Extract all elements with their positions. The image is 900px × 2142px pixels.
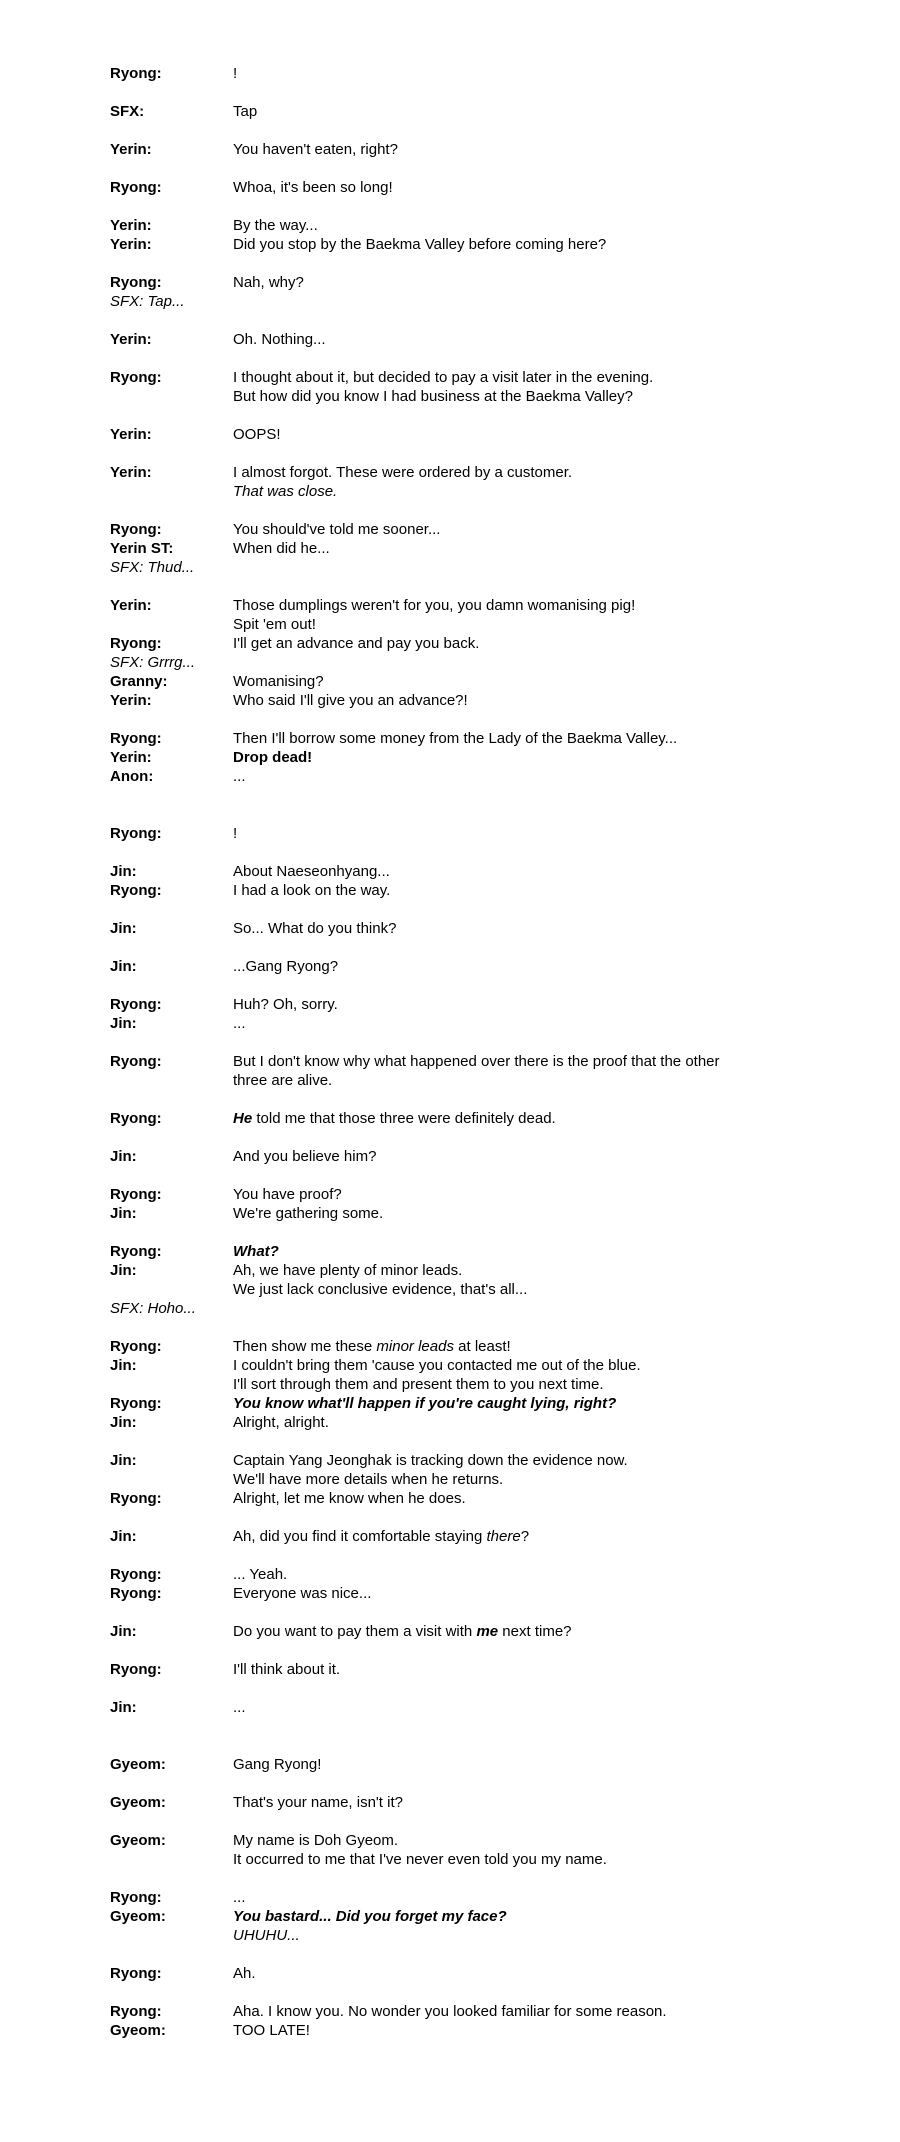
- dialogue-line: [110, 2021, 850, 2040]
- speaker-label: Ryong:: [110, 1965, 162, 1982]
- dialogue-line: [110, 1622, 850, 1641]
- dialogue-segment: That was close.: [233, 483, 338, 500]
- dialogue-line: [110, 1071, 850, 1090]
- dialogue-line: [110, 1451, 850, 1470]
- dialogue-segment: You bastard... Did you forget my face?: [233, 1908, 507, 1925]
- dialogue-segment: ...: [233, 1699, 246, 1716]
- dialogue-text: [233, 1356, 850, 1375]
- dialogue-block: [110, 1888, 850, 1945]
- dialogue-block: [110, 957, 850, 976]
- dialogue-block: [110, 520, 850, 577]
- dialogue-segment: UHUHU...: [233, 1927, 300, 1944]
- speaker-label: Jin:: [110, 1623, 137, 1640]
- dialogue-segment: I almost forgot. These were ordered by a customer.: [233, 464, 573, 481]
- dialogue-segment: When did he...: [233, 540, 330, 557]
- speaker-label: Ryong:: [110, 1110, 162, 1127]
- dialogue-line: [110, 1850, 850, 1869]
- dialogue-text: [233, 919, 850, 938]
- dialogue-block: [110, 140, 850, 159]
- dialogue-line: [110, 1964, 850, 1983]
- dialogue-line: [110, 520, 850, 539]
- dialogue-text: [233, 1698, 850, 1717]
- dialogue-line: [110, 1299, 850, 1318]
- speaker-label: Jin:: [110, 1528, 137, 1545]
- dialogue-line: [110, 995, 850, 1014]
- speaker-label: Ryong:: [110, 730, 162, 747]
- dialogue-segment: You know what'll happen if you're caught lying, right?: [233, 1395, 617, 1412]
- dialogue-block: [110, 1109, 850, 1128]
- dialogue-segment: !: [233, 825, 238, 842]
- dialogue-segment: We're gathering some.: [233, 1205, 384, 1222]
- dialogue-line: [110, 672, 850, 691]
- dialogue-line: [110, 1470, 850, 1489]
- dialogue-block: [110, 216, 850, 254]
- dialogue-line: [110, 1147, 850, 1166]
- dialogue-line: [110, 1489, 850, 1508]
- dialogue-text: [233, 140, 850, 159]
- dialogue-line: [110, 292, 850, 311]
- speaker-label: Gyeom:: [110, 1756, 166, 1773]
- speaker-label: Ryong:: [110, 996, 162, 1013]
- dialogue-text: [233, 672, 850, 691]
- dialogue-segment: there: [486, 1528, 521, 1545]
- dialogue-line: [110, 1394, 850, 1413]
- speaker-label: Jin:: [110, 1414, 137, 1431]
- dialogue-segment: ?: [520, 1528, 530, 1545]
- dialogue-line: [110, 140, 850, 159]
- dialogue-block: [110, 1831, 850, 1869]
- dialogue-line: [110, 691, 850, 710]
- dialogue-text: [233, 1527, 850, 1546]
- dialogue-segment: Alright, alright.: [233, 1414, 329, 1431]
- dialogue-text: [233, 520, 850, 539]
- dialogue-line: [110, 178, 850, 197]
- speaker-label: Yerin:: [110, 749, 152, 766]
- speaker-label: Yerin:: [110, 331, 152, 348]
- speaker-label: Jin:: [110, 863, 137, 880]
- dialogue-segment: I'll think about it.: [233, 1661, 341, 1678]
- dialogue-text: [233, 102, 850, 121]
- dialogue-text: [233, 1660, 850, 1679]
- dialogue-block: [110, 425, 850, 444]
- dialogue-text: [233, 1755, 850, 1774]
- dialogue-segment: me: [476, 1623, 499, 1640]
- dialogue-block: [110, 1451, 850, 1508]
- dialogue-text: [233, 1261, 850, 1280]
- dialogue-line: [110, 729, 850, 748]
- dialogue-line: [110, 425, 850, 444]
- dialogue-segment: Huh? Oh, sorry.: [233, 996, 338, 1013]
- dialogue-block: [110, 824, 850, 843]
- dialogue-segment: Did you stop by the Baekma Valley before coming here?: [233, 236, 607, 253]
- dialogue-segment: I had a look on the way.: [233, 882, 391, 899]
- speaker-label: Gyeom:: [110, 1794, 166, 1811]
- speaker-label: Jin:: [110, 1015, 137, 1032]
- dialogue-text: [233, 64, 850, 83]
- dialogue-text: [233, 1375, 850, 1394]
- dialogue-text: [233, 1622, 850, 1641]
- dialogue-segment: Gang Ryong!: [233, 1756, 322, 1773]
- dialogue-line: [110, 1413, 850, 1432]
- dialogue-line: [110, 1565, 850, 1584]
- dialogue-line: [110, 1052, 850, 1071]
- speaker-label: Ryong:: [110, 1661, 162, 1678]
- dialogue-block: [110, 2002, 850, 2040]
- dialogue-text: [233, 691, 850, 710]
- dialogue-block: [110, 919, 850, 938]
- dialogue-segment: Tap: [233, 103, 258, 120]
- dialogue-segment: Oh. Nothing...: [233, 331, 326, 348]
- dialogue-line: [110, 1698, 850, 1717]
- dialogue-text: [233, 463, 850, 482]
- speaker-label: Yerin:: [110, 236, 152, 253]
- dialogue-line: [110, 482, 850, 501]
- dialogue-block: [110, 596, 850, 710]
- dialogue-segment: OOPS!: [233, 426, 281, 443]
- speaker-label: Yerin ST:: [110, 540, 174, 557]
- dialogue-text: [233, 881, 850, 900]
- dialogue-text: [233, 1831, 850, 1850]
- speaker-label: Jin:: [110, 958, 137, 975]
- dialogue-segment: He: [233, 1110, 253, 1127]
- dialogue-segment: That's your name, isn't it?: [233, 1794, 403, 1811]
- dialogue-segment: ...: [233, 768, 246, 785]
- dialogue-line: [110, 653, 850, 672]
- dialogue-block: [110, 995, 850, 1033]
- dialogue-segment: TOO LATE!: [233, 2022, 310, 2039]
- dialogue-blocks: [110, 64, 850, 2040]
- dialogue-segment: But I don't know why what happened over there is the proof that the other: [233, 1053, 720, 1070]
- dialogue-block: [110, 1147, 850, 1166]
- speaker-label: Ryong:: [110, 1053, 162, 1070]
- dialogue-segment: !: [233, 65, 238, 82]
- dialogue-segment: Then I'll borrow some money from the Lady of the Baekma Valley...: [233, 730, 678, 747]
- dialogue-line: [110, 330, 850, 349]
- dialogue-segment: Ah, did you find it comfortable staying: [233, 1528, 487, 1545]
- dialogue-line: [110, 1755, 850, 1774]
- dialogue-block: [110, 102, 850, 121]
- speaker-label: Ryong:: [110, 825, 162, 842]
- dialogue-line: [110, 862, 850, 881]
- dialogue-text: [233, 1014, 850, 1033]
- dialogue-text: [233, 1109, 850, 1128]
- dialogue-block: [110, 862, 850, 900]
- dialogue-line: [110, 1584, 850, 1603]
- dialogue-text: [233, 1926, 850, 1945]
- speaker-label: Ryong:: [110, 2003, 162, 2020]
- dialogue-segment: Who said I'll give you an advance?!: [233, 692, 468, 709]
- dialogue-segment: next time?: [498, 1623, 572, 1640]
- speaker-label: Gyeom:: [110, 1908, 166, 1925]
- dialogue-text: [233, 425, 850, 444]
- dialogue-segment: three are alive.: [233, 1072, 333, 1089]
- dialogue-line: [110, 1888, 850, 1907]
- dialogue-line: [110, 1242, 850, 1261]
- speaker-label: Yerin:: [110, 141, 152, 158]
- sfx-label: SFX: Grrrg...: [110, 654, 196, 671]
- dialogue-text: [233, 273, 850, 292]
- dialogue-text: [233, 368, 850, 387]
- dialogue-block: [110, 1964, 850, 1983]
- dialogue-segment: I couldn't bring them 'cause you contacted me out of the blue.: [233, 1357, 641, 1374]
- dialogue-segment: Drop dead!: [233, 749, 313, 766]
- speaker-label: Ryong:: [110, 1186, 162, 1203]
- dialogue-segment: But how did you know I had business at the Baekma Valley?: [233, 388, 633, 405]
- dialogue-segment: You have proof?: [233, 1186, 342, 1203]
- dialogue-line: [110, 64, 850, 83]
- speaker-label: Ryong:: [110, 1566, 162, 1583]
- dialogue-line: [110, 748, 850, 767]
- dialogue-block: [110, 178, 850, 197]
- dialogue-text: [233, 748, 850, 767]
- dialogue-text: [233, 1280, 850, 1299]
- dialogue-block: [110, 1052, 850, 1090]
- dialogue-text: [233, 216, 850, 235]
- dialogue-block: [110, 463, 850, 501]
- speaker-label: Ryong:: [110, 521, 162, 538]
- dialogue-segment: My name is Doh Gyeom.: [233, 1832, 399, 1849]
- dialogue-text: [233, 1850, 850, 1869]
- dialogue-line: [110, 216, 850, 235]
- dialogue-block: [110, 1337, 850, 1432]
- dialogue-segment: Nah, why?: [233, 274, 304, 291]
- dialogue-text: [233, 1185, 850, 1204]
- dialogue-segment: We just lack conclusive evidence, that's all...: [233, 1281, 528, 1298]
- dialogue-block: [110, 273, 850, 311]
- dialogue-text: [233, 615, 850, 634]
- speaker-label: Granny:: [110, 673, 168, 690]
- dialogue-text: [233, 1204, 850, 1223]
- dialogue-segment: What?: [233, 1243, 279, 1260]
- speaker-label: Jin:: [110, 1205, 137, 1222]
- dialogue-block: [110, 1793, 850, 1812]
- speaker-label: Yerin:: [110, 597, 152, 614]
- speaker-label: Yerin:: [110, 692, 152, 709]
- dialogue-line: [110, 368, 850, 387]
- dialogue-text: [233, 1451, 850, 1470]
- speaker-label: Ryong:: [110, 882, 162, 899]
- dialogue-segment: ... Yeah.: [233, 1566, 288, 1583]
- dialogue-block: [110, 729, 850, 786]
- dialogue-text: [233, 767, 850, 786]
- dialogue-line: [110, 919, 850, 938]
- dialogue-segment: ...: [233, 1015, 246, 1032]
- speaker-label: Ryong:: [110, 1889, 162, 1906]
- speaker-label: Yerin:: [110, 426, 152, 443]
- speaker-label: Yerin:: [110, 217, 152, 234]
- dialogue-segment: Then show me these: [233, 1338, 377, 1355]
- speaker-label: Ryong:: [110, 369, 162, 386]
- dialogue-block: [110, 1755, 850, 1774]
- speaker-label: Ryong:: [110, 179, 162, 196]
- dialogue-segment: ...Gang Ryong?: [233, 958, 339, 975]
- dialogue-segment: Alright, let me know when he does.: [233, 1490, 466, 1507]
- speaker-label: Ryong:: [110, 1243, 162, 1260]
- dialogue-line: [110, 1793, 850, 1812]
- dialogue-segment: Whoa, it's been so long!: [233, 179, 393, 196]
- dialogue-text: [233, 824, 850, 843]
- dialogue-segment: It occurred to me that I've never even told you my name.: [233, 1851, 607, 1868]
- dialogue-segment: You haven't eaten, right?: [233, 141, 398, 158]
- speaker-label: SFX:: [110, 103, 145, 120]
- speaker-label: Jin:: [110, 1452, 137, 1469]
- dialogue-text: [233, 1489, 850, 1508]
- dialogue-segment: About Naeseonhyang...: [233, 863, 390, 880]
- dialogue-text: [233, 387, 850, 406]
- dialogue-line: [110, 387, 850, 406]
- dialogue-text: [233, 1584, 850, 1603]
- dialogue-block: [110, 1242, 850, 1318]
- dialogue-segment: Captain Yang Jeonghak is tracking down the evidence now.: [233, 1452, 628, 1469]
- dialogue-text: [233, 1964, 850, 1983]
- speaker-label: Jin:: [110, 920, 137, 937]
- dialogue-line: [110, 1185, 850, 1204]
- dialogue-line: [110, 957, 850, 976]
- dialogue-text: [233, 729, 850, 748]
- dialogue-line: [110, 539, 850, 558]
- dialogue-segment: ...: [233, 1889, 246, 1906]
- speaker-label: Ryong:: [110, 1395, 162, 1412]
- dialogue-text: [233, 995, 850, 1014]
- dialogue-line: [110, 824, 850, 843]
- dialogue-segment: You should've told me sooner...: [233, 521, 441, 538]
- dialogue-line: [110, 2002, 850, 2021]
- dialogue-block: [110, 1185, 850, 1223]
- speaker-label: Ryong:: [110, 65, 162, 82]
- dialogue-text: [233, 1565, 850, 1584]
- speaker-label: Yerin:: [110, 464, 152, 481]
- dialogue-segment: I'll get an advance and pay you back.: [233, 635, 480, 652]
- dialogue-segment: at least!: [453, 1338, 511, 1355]
- dialogue-block: [110, 1660, 850, 1679]
- dialogue-line: [110, 1014, 850, 1033]
- speaker-label: Ryong:: [110, 1338, 162, 1355]
- sfx-label: SFX: Tap...: [110, 293, 185, 310]
- dialogue-line: [110, 1926, 850, 1945]
- dialogue-text: [233, 1394, 850, 1413]
- dialogue-line: [110, 1831, 850, 1850]
- dialogue-block: [110, 330, 850, 349]
- dialogue-segment: Aha. I know you. No wonder you looked familiar for some reason.: [233, 2003, 667, 2020]
- speaker-label: Ryong:: [110, 1490, 162, 1507]
- dialogue-text: [233, 1470, 850, 1489]
- dialogue-line: [110, 881, 850, 900]
- dialogue-text: [233, 2021, 850, 2040]
- sfx-label: SFX: Hoho...: [110, 1300, 196, 1317]
- dialogue-segment: Ah, we have plenty of minor leads.: [233, 1262, 463, 1279]
- dialogue-line: [110, 102, 850, 121]
- dialogue-segment: We'll have more details when he returns.: [233, 1471, 504, 1488]
- dialogue-text: [233, 957, 850, 976]
- speaker-label: Jin:: [110, 1148, 137, 1165]
- dialogue-line: [110, 767, 850, 786]
- dialogue-text: [233, 482, 850, 501]
- dialogue-line: [110, 235, 850, 254]
- sfx-label: SFX: Thud...: [110, 559, 195, 576]
- speaker-label: Jin:: [110, 1699, 137, 1716]
- dialogue-text: [233, 634, 850, 653]
- dialogue-block: [110, 64, 850, 83]
- dialogue-line: [110, 1527, 850, 1546]
- dialogue-segment: So... What do you think?: [233, 920, 397, 937]
- speaker-label: Ryong:: [110, 635, 162, 652]
- dialogue-segment: I thought about it, but decided to pay a visit later in the evening.: [233, 369, 654, 386]
- dialogue-line: [110, 1907, 850, 1926]
- dialogue-text: [233, 1052, 850, 1071]
- dialogue-block: [110, 368, 850, 406]
- dialogue-line: [110, 1375, 850, 1394]
- dialogue-line: [110, 1660, 850, 1679]
- dialogue-line: [110, 558, 850, 577]
- dialogue-line: [110, 463, 850, 482]
- dialogue-text: [233, 596, 850, 615]
- speaker-label: Ryong:: [110, 274, 162, 291]
- dialogue-segment: Ah.: [233, 1965, 256, 1982]
- dialogue-block: [110, 1565, 850, 1603]
- dialogue-line: [110, 615, 850, 634]
- dialogue-line: [110, 1337, 850, 1356]
- dialogue-segment: Womanising?: [233, 673, 324, 690]
- dialogue-segment: Everyone was nice...: [233, 1585, 372, 1602]
- dialogue-segment: told me that those three were definitely dead.: [252, 1110, 556, 1127]
- dialogue-line: [110, 1280, 850, 1299]
- dialogue-text: [233, 862, 850, 881]
- speaker-label: Ryong:: [110, 1585, 162, 1602]
- dialogue-text: [233, 1337, 850, 1356]
- dialogue-line: [110, 596, 850, 615]
- dialogue-segment: minor leads: [376, 1338, 454, 1355]
- dialogue-line: [110, 273, 850, 292]
- dialogue-segment: Spit 'em out!: [233, 616, 316, 633]
- speaker-label: Jin:: [110, 1357, 137, 1374]
- dialogue-text: [233, 330, 850, 349]
- dialogue-line: [110, 1261, 850, 1280]
- dialogue-segment: Do you want to pay them a visit with: [233, 1623, 477, 1640]
- dialogue-block: [110, 1698, 850, 1717]
- dialogue-text: [233, 1071, 850, 1090]
- dialogue-segment: Those dumplings weren't for you, you damn womanising pig!: [233, 597, 636, 614]
- dialogue-line: [110, 1204, 850, 1223]
- speaker-label: Jin:: [110, 1262, 137, 1279]
- dialogue-text: [233, 1793, 850, 1812]
- dialogue-text: [233, 1907, 850, 1926]
- dialogue-line: [110, 1109, 850, 1128]
- dialogue-line: [110, 634, 850, 653]
- dialogue-block: [110, 1622, 850, 1641]
- dialogue-segment: I'll sort through them and present them to you next time.: [233, 1376, 604, 1393]
- speaker-label: Gyeom:: [110, 1832, 166, 1849]
- dialogue-text: [233, 178, 850, 197]
- dialogue-block: [110, 1527, 850, 1546]
- dialogue-text: [233, 2002, 850, 2021]
- dialogue-segment: By the way...: [233, 217, 318, 234]
- dialogue-text: [233, 1888, 850, 1907]
- dialogue-text: [233, 539, 850, 558]
- dialogue-text: [233, 235, 850, 254]
- dialogue-text: [233, 1147, 850, 1166]
- speaker-label: Gyeom:: [110, 2022, 166, 2039]
- dialogue-text: [233, 1413, 850, 1432]
- dialogue-line: [110, 1356, 850, 1375]
- dialogue-segment: And you believe him?: [233, 1148, 377, 1165]
- dialogue-text: [233, 1242, 850, 1261]
- speaker-label: Anon:: [110, 768, 154, 785]
